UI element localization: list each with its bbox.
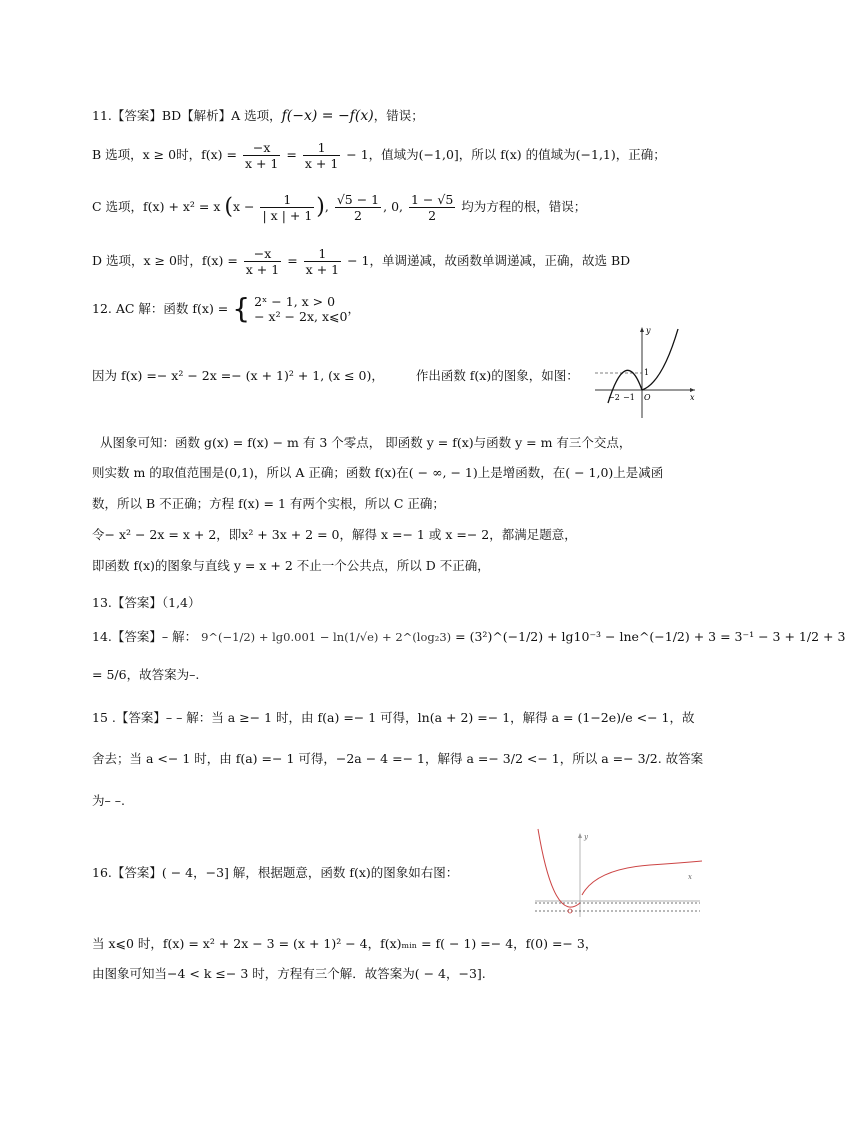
q16-graph [530,825,705,920]
q16-parabola [538,829,580,907]
q12-exp-curve [642,329,678,390]
q11-c-pre: C 选项，f(x) + x² = x [92,199,221,214]
q16-label-x: x [688,873,692,881]
q11-d-den2: x + 1 [305,262,340,277]
q14-expr1: 9^(−1/2) + lg0.001 − ln(1/√e) + 2^(log₂3) [201,630,452,644]
q11-a-tail: ，错误； [373,108,424,123]
q11-d-pre: D 选项，x ≥ 0时，f(x) = [92,253,238,268]
q11-d-tail: − 1，单调递减，故函数单调递减，正确，故选 BD [347,253,631,268]
q11-b-pre: B 选项，x ≥ 0时，f(x) = [92,147,237,162]
q12-label-x: x [690,393,695,402]
q12-line2-a: 因为 f(x) =− x² − 2x =− (x + 1)² + 1, (x ≤ 0)， [92,368,384,383]
q12-line7: 即函数 f(x)的图象与直线 y = x + 2 不止一个公共点，所以 D 不正确， [92,558,490,573]
q11-b-frac2 [303,140,340,171]
q12-line-head: 12. AC 解：函数 f(x) = { 2ˣ − 1, x > 0 − x² − 2x, x⩽0 ， [92,292,360,325]
q12-label-m1: −1 [623,393,635,402]
q11-c-frac2 [335,192,381,223]
q12-line2 [92,367,579,385]
q12-line6: 令− x² − 2x = x + 2，即x² + 3x + 2 = 0，解得 x =− 1 或 x =− 2，都满足题意， [92,527,577,542]
q11-b-eq: = [286,147,297,162]
q11-c-den1: | x | + 1 [262,208,313,223]
q14-line2: = 5/6，故答案为–. [92,667,200,682]
q12-label-1: 1 [644,368,650,377]
q11-head: 11.【答案】BD【解析】A 选项， [92,108,282,123]
q11-line-c: C 选项，f(x) + x² = x (x − $\frac{1}{| x | + 1}$ ), $\frac{√5 - 1}{2}$ , 0, $\frac{1 - √5}{2}$ 均为方程的根，错误； [92,192,587,223]
q11-d-den1: x + 1 [245,262,280,277]
q14-line1 [92,628,845,646]
q11-line-d [92,246,630,277]
q12-label-o: O [644,393,651,402]
q12-graph [590,323,700,423]
q11-d-num1: −x [244,246,281,262]
q11-c-mid: , [324,199,329,214]
q12-label-m2: −2 [608,393,620,402]
q13-line: 13.【答案】（1,4） [92,595,201,610]
q12-line4: 则实数 m 的取值范围是(0,1)，所以 A 正确；函数 f(x)在( − ∞, − 1)上是增函数，在( − 1,0)上是减函 [92,465,664,480]
q14-head: 14.【答案】– 解： [92,629,198,644]
q16-log-curve [582,861,702,895]
q11-line-b [92,140,666,171]
q11-b-frac1 [243,140,280,171]
q12-line5: 数，所以 B 不正确；方程 f(x) = 1 有两个实根，所以 C 正确； [92,496,445,511]
q11-d-frac2 [304,246,341,277]
q12-line3: 从图象可知：函数 g(x) = f(x) − m 有 3 个零点， 即函数 y = f(x)与函数 y = m 有三个交点， [100,435,632,450]
q16-line1: 16.【答案】( − 4，−3] 解，根据题意，函数 f(x)的图象如右图： [92,865,459,880]
q16-label-y: y [584,833,588,841]
q12-line2-b: 作出函数 f(x)的图象，如图： [415,368,579,383]
q11-line-a [92,107,424,125]
q11-b-tail: − 1，值域为(−1,0]，所以 f(x) 的值域为(−1,1)，正确； [346,147,666,162]
q11-b-num1: −x [243,140,280,156]
q11-c-den3: 2 [428,208,437,223]
q11-c-tail: 均为方程的根，错误； [461,199,587,214]
q14-expr2: = (3²)^(−1/2) + lg10⁻³ − lne^(−1/2) + 3 = 3⁻¹ − 3 + 1/2 + 3 [455,629,845,644]
q12-label-y: y [646,326,651,335]
q11-c-mid2: , 0, [383,199,404,214]
q16-line3: 由图象可知当−4 < k ≤− 3 时，方程有三个解．故答案为( − 4，−3]. [92,966,486,981]
q12-case1: 2ˣ − 1, x > 0 [254,294,336,309]
q11-c-num1: 1 [260,192,314,208]
q11-c-num2: √5 − 1 [336,192,380,207]
q11-c-frac1 [260,192,314,223]
q12-case-tail: ， [347,301,360,316]
q15-line3: 为– –. [92,793,125,808]
q16-line2: 当 x⩽0 时，f(x) = x² + 2x − 3 = (x + 1)² − 4，f(x)ₘᵢₙ = f( − 1) =− 4，f(0) =− 3， [92,936,598,951]
q11-c-num3: 1 − √5 [411,192,454,207]
q11-d-frac1 [244,246,281,277]
q11-d-num2: 1 [304,246,341,262]
q11-c-inner: x − [233,199,255,214]
q11-a-math: f(−x) = −f(x) [281,108,374,124]
q11-b-num2: 1 [303,140,340,156]
q12-case2: − x² − 2x, x⩽0 [254,309,348,324]
q11-c-frac3 [409,192,455,223]
q15-line1: 15 .【答案】– – 解：当 a ≥− 1 时，由 f(a) =− 1 可得，ln(a + 2) =− 1，解得 a = (1−2e)/e <− 1，故 [92,710,695,725]
q12-head: 12. AC 解：函数 f(x) = [92,301,229,316]
q15-line2: 舍去；当 a <− 1 时，由 f(a) =− 1 可得，−2a − 4 =− 1，解得 a =− 3/2 <− 1，所以 a =− 3/2. 故答案 [92,751,704,766]
q11-d-eq: = [287,253,298,268]
q11-c-den2: 2 [354,208,362,223]
q11-b-den2: x + 1 [304,156,339,171]
q11-b-den1: x + 1 [244,156,279,171]
